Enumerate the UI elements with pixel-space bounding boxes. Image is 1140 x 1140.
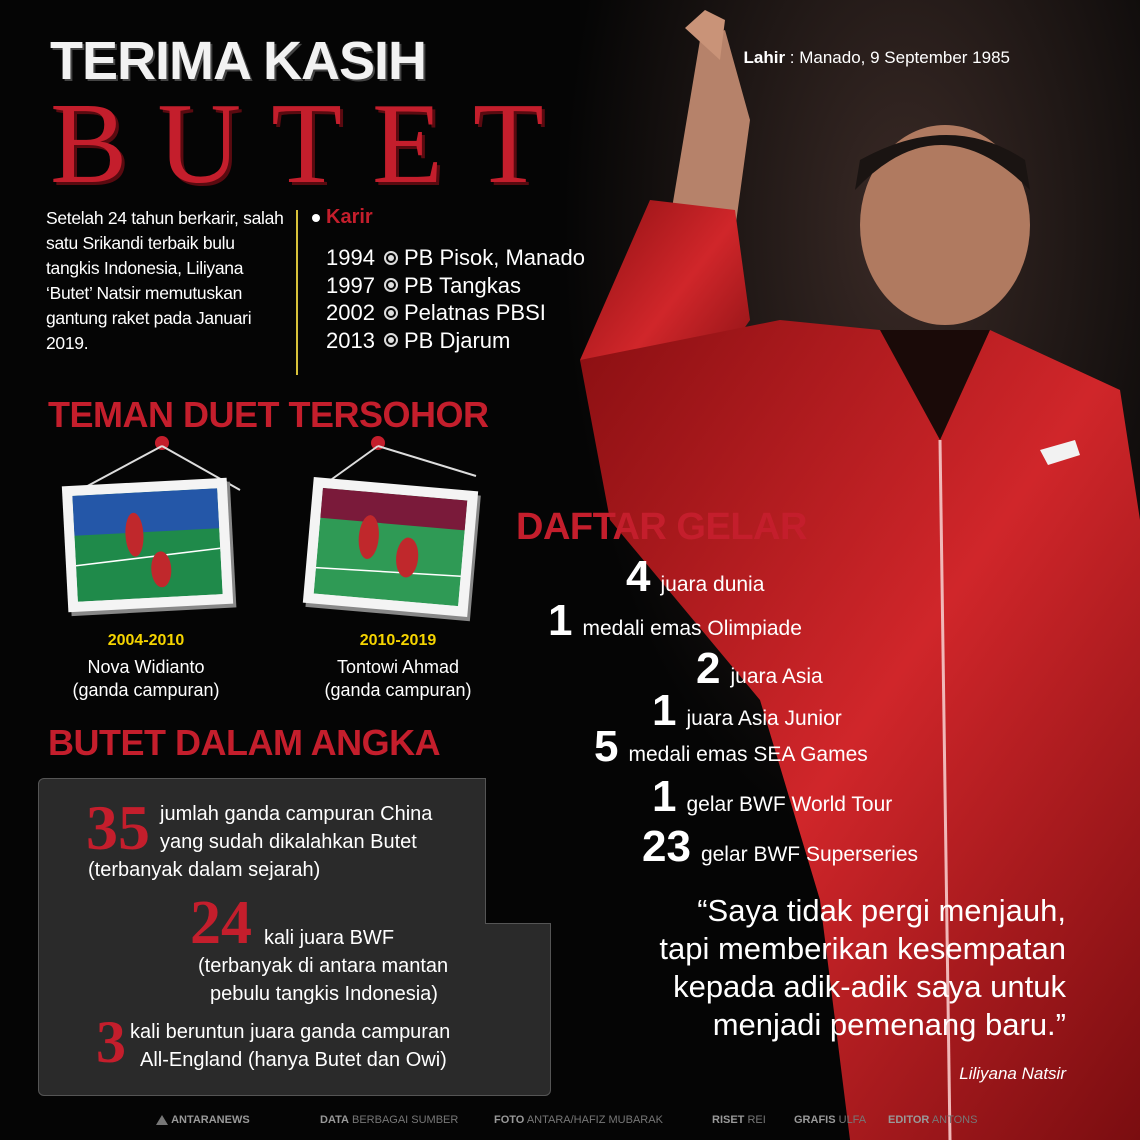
title-count: 2 [696, 644, 721, 693]
footer-credits [0, 1114, 1140, 1134]
career-club: PB Tangkas [404, 272, 522, 298]
title-item [594, 722, 868, 772]
credit-value: REI [747, 1114, 766, 1126]
credit-grafis [794, 1114, 866, 1126]
duet-name: Tontowi Ahmad [336, 657, 460, 677]
title-count: 4 [626, 552, 651, 601]
credit-value: ANTARA/HAFIZ MUBARAK [526, 1114, 663, 1126]
duet-photo-frame [303, 477, 478, 617]
duet-years: 2004-2010 [107, 632, 185, 649]
duet-frame-1 [60, 436, 260, 606]
credit-editor [888, 1114, 977, 1126]
duet-years: 2010-2019 [359, 632, 437, 649]
title-label: medali emas Olimpiade [582, 617, 802, 640]
credit-foto [494, 1114, 663, 1126]
timeline-dot-icon [384, 306, 398, 320]
brand-text: ANTARANEWS [171, 1114, 250, 1126]
career-club: Pelatnas PBSI [404, 300, 546, 325]
credit-label: RISET [712, 1114, 745, 1126]
credit-label: GRAFIS [794, 1114, 836, 1126]
career-year: 2013 [326, 327, 375, 353]
career-club: PB Djarum [404, 327, 511, 353]
title-count: 1 [548, 596, 573, 645]
career-year: 1994 [326, 245, 375, 270]
stat-line: kali beruntun juara ganda campuran [130, 1021, 451, 1043]
stat-line: yang sudah dikalahkan Butet [160, 831, 417, 853]
title-item [642, 822, 918, 872]
title-label: juara Asia [730, 665, 823, 688]
quote-line: tapi memberikan kesempatan [659, 931, 1066, 966]
title-count: 5 [594, 722, 619, 771]
credit-riset [712, 1114, 766, 1126]
stat-line: (terbanyak di antara mantan [198, 955, 449, 977]
career-year: 2002 [326, 300, 375, 325]
title-label: medali emas SEA Games [628, 743, 868, 766]
title-count: 1 [652, 772, 677, 821]
title-label: juara Asia Junior [686, 707, 842, 730]
stat-number: 35 [86, 792, 150, 863]
duet-name: Nova Widianto [87, 657, 205, 677]
title-item [548, 596, 802, 646]
credit-label: FOTO [494, 1114, 525, 1126]
stat-number: 3 [96, 1009, 126, 1075]
title-label: gelar BWF World Tour [686, 793, 893, 816]
career-club: PB Pisok, Manado [404, 245, 585, 270]
duet-category: (ganda campuran) [72, 680, 220, 700]
timeline-dot-icon [384, 333, 398, 347]
career-item [326, 272, 585, 300]
credit-label: DATA [320, 1114, 349, 1126]
antaranews-logo [156, 1114, 250, 1126]
career-item [326, 244, 585, 272]
birth-value: : Manado, 9 September 1985 [785, 48, 1010, 67]
intro-divider [296, 210, 298, 375]
quote-line: menjadi pemenang baru.” [712, 1007, 1066, 1042]
stat-number: 24 [190, 889, 252, 957]
numbers-heading: BUTET DALAM ANGKA [48, 722, 441, 763]
career-item [326, 299, 585, 327]
stat-line: kali juara BWF [264, 927, 395, 949]
duet-category: (ganda campuran) [324, 680, 472, 700]
timeline-dot-icon [384, 251, 398, 265]
title-label: juara dunia [660, 573, 765, 596]
credit-data [320, 1114, 458, 1126]
quote-line: kepada adik-adik saya untuk [673, 969, 1066, 1004]
duet-photo-nova [72, 488, 222, 601]
stat-line: All-England (hanya Butet dan Owi) [140, 1049, 447, 1071]
antara-logo-icon [156, 1115, 168, 1125]
credit-label: EDITOR [888, 1114, 930, 1126]
credit-value: ANTONS [931, 1114, 978, 1126]
stat-line: pebulu tangkis Indonesia) [210, 983, 438, 1005]
quote [606, 892, 1066, 1044]
birth-label: Lahir [743, 48, 786, 67]
career-item [326, 327, 585, 355]
title-label: gelar BWF Superseries [700, 843, 919, 866]
title-count: 1 [652, 686, 677, 735]
karir-bullet-icon [312, 214, 320, 222]
title-item [652, 772, 892, 822]
quote-author: Liliyana Natsir [959, 1064, 1066, 1083]
duet-photo-frame [62, 478, 233, 612]
duet-photo-tontowi [314, 488, 468, 606]
title-butet: BUTET [50, 80, 574, 208]
timeline-dot-icon [384, 278, 398, 292]
credit-value: BERBAGAI SUMBER [351, 1114, 459, 1126]
numbers-box-notch [485, 778, 551, 924]
title-count: 23 [642, 822, 691, 871]
stat-line: jumlah ganda campuran China [160, 803, 433, 825]
career-list [326, 244, 585, 354]
duet-frame-2 [298, 436, 498, 606]
quote-line: “Saya tidak pergi menjauh, [697, 893, 1066, 928]
title-item [626, 552, 764, 602]
birth-info [744, 48, 1011, 68]
karir-label: Karir [326, 206, 373, 228]
career-year: 1997 [326, 272, 375, 298]
stat-line: (terbanyak dalam sejarah) [88, 859, 321, 881]
credit-value: ULFA [838, 1114, 867, 1126]
duets-heading: TEMAN DUET TERSOHOR [48, 394, 489, 435]
intro-paragraph: Setelah 24 tahun berkarir, salah satu Srikandi terbaik bulu tangkis Indonesia, Liliyana ‘Butet’ Natsir memutuskan gantung raket pada Januari 2019. [46, 208, 284, 353]
titles-heading: DAFTAR GELAR [516, 506, 807, 548]
title-terima-kasih: TERIMA KASIH [50, 31, 426, 91]
